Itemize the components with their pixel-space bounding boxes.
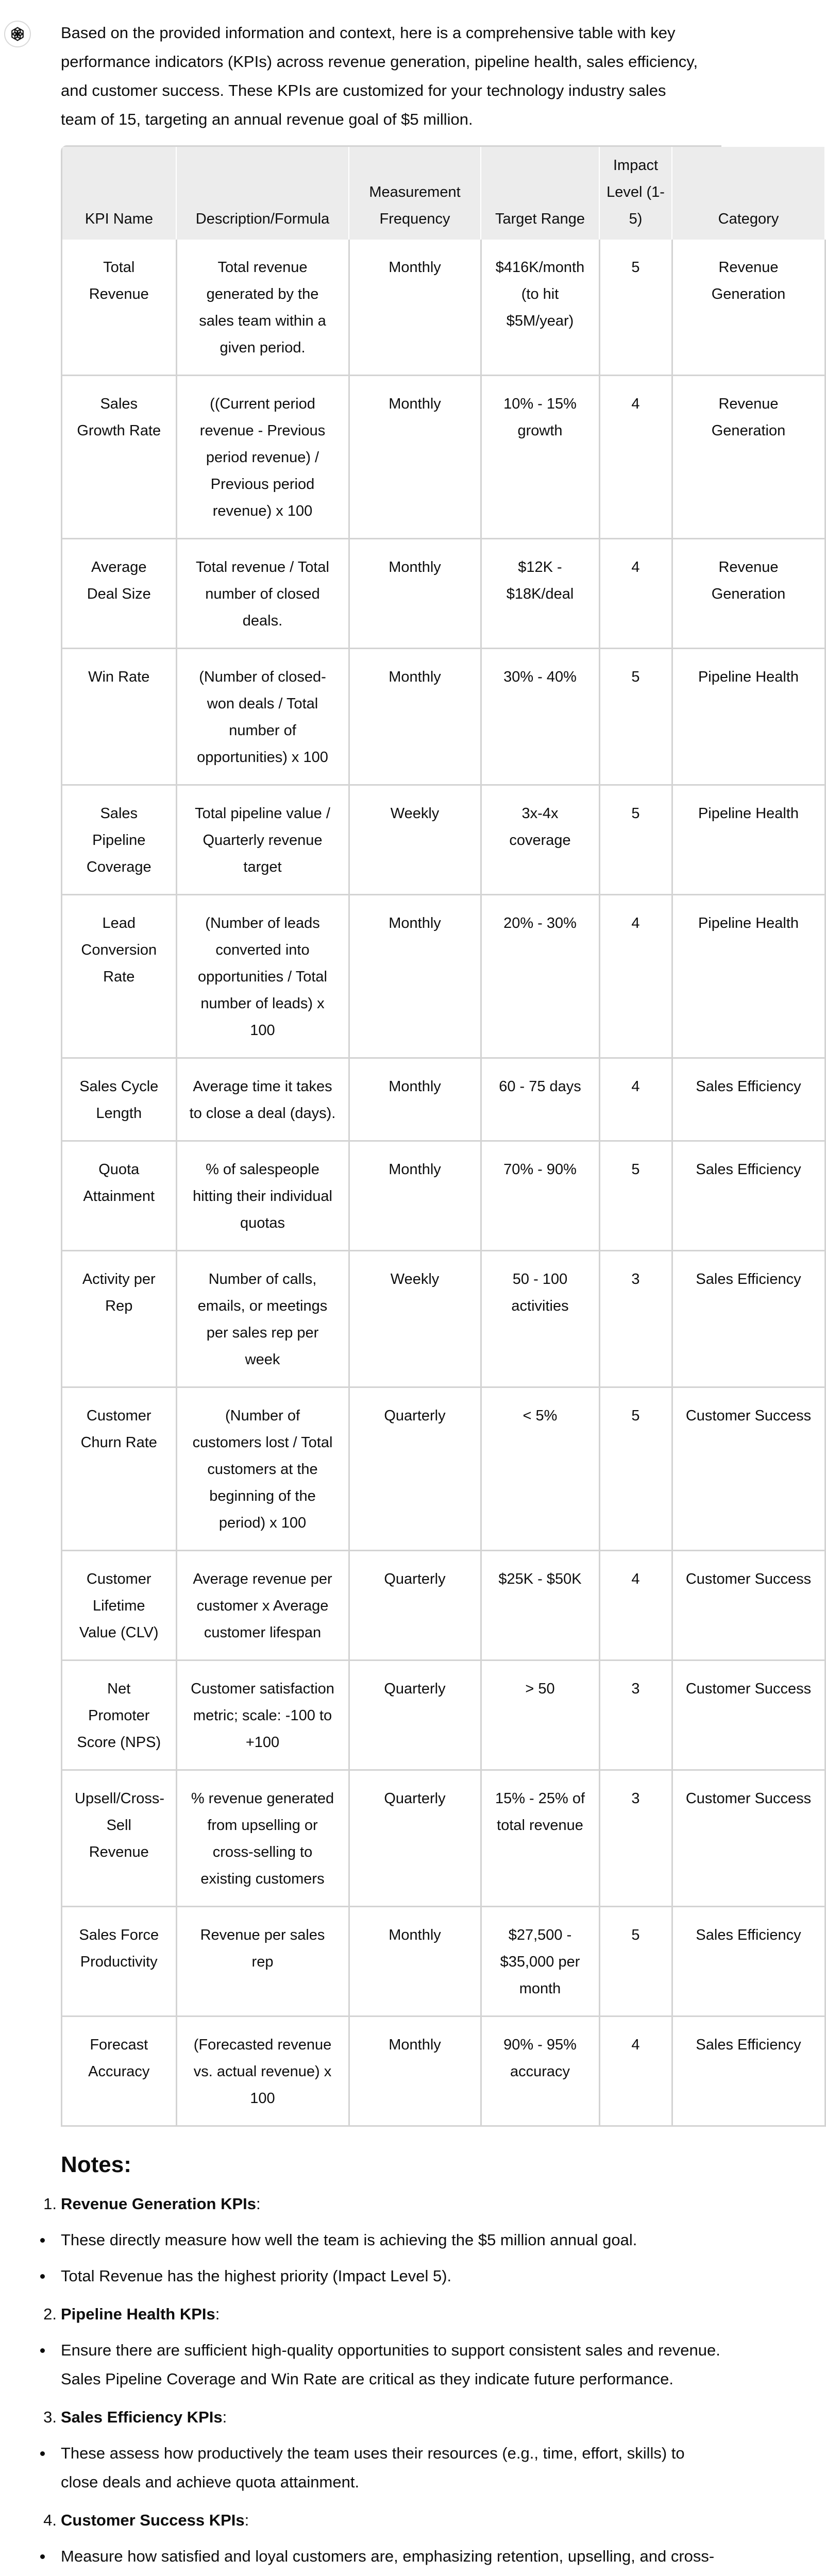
table-cell: 10% - 15% growth xyxy=(481,376,599,539)
message-content xyxy=(43,19,812,2576)
table-header-cell: Impact Level (1-5) xyxy=(599,147,672,240)
table-cell: (Forecasted revenue vs. actual revenue) x 100 xyxy=(176,2016,349,2126)
table-row xyxy=(62,1387,825,1551)
section-title: Customer Success KPIs xyxy=(61,2511,245,2529)
notes-section xyxy=(43,2190,721,2291)
table-cell: Quarterly xyxy=(349,1551,481,1660)
table-cell: Customer Success xyxy=(672,1770,825,1907)
table-row xyxy=(62,240,825,376)
table-row xyxy=(62,1058,825,1141)
list-number: 4. xyxy=(43,2511,57,2529)
table-header-cell: Measurement Frequency xyxy=(349,147,481,240)
table-cell: 4 xyxy=(599,539,672,649)
list-item: Ensure there are sufficient high-quality opportunities to support consistent sales and revenue. Sales Pipeline Coverage and Win Rate are critical as they indicate future performance. xyxy=(61,2336,721,2394)
table-cell: Total revenue / Total number of closed deals. xyxy=(176,539,349,649)
table-cell: Average time it takes to close a deal (days). xyxy=(176,1058,349,1141)
table-cell: Total pipeline value / Quarterly revenue target xyxy=(176,785,349,895)
table-cell: Customer Churn Rate xyxy=(62,1387,176,1551)
table-cell: 5 xyxy=(599,785,672,895)
table-cell: Total revenue generated by the sales team within a given period. xyxy=(176,240,349,376)
table-cell: $27,500 - $35,000 per month xyxy=(481,1907,599,2016)
table-cell: Quarterly xyxy=(349,1660,481,1770)
table-cell: 50 - 100 activities xyxy=(481,1251,599,1387)
table-cell: $12K - $18K/deal xyxy=(481,539,599,649)
table-cell: (Number of leads converted into opportunities / Total number of leads) x 100 xyxy=(176,895,349,1058)
list-item: These directly measure how well the team is achieving the $5 million annual goal. xyxy=(61,2226,721,2255)
table-cell: 4 xyxy=(599,1551,672,1660)
table-cell: Sales Force Productivity xyxy=(62,1907,176,2016)
table-cell: 4 xyxy=(599,1058,672,1141)
table-cell: Sales Efficiency xyxy=(672,1141,825,1251)
table-row xyxy=(62,1660,825,1770)
table-cell: % revenue generated from upselling or cross-selling to existing customers xyxy=(176,1770,349,1907)
table-cell: Revenue per sales rep xyxy=(176,1907,349,2016)
table-cell: Monthly xyxy=(349,539,481,649)
section-colon: : xyxy=(244,2511,249,2529)
table-row xyxy=(62,1251,825,1387)
assistant-avatar xyxy=(4,21,31,47)
table-header-cell: Target Range xyxy=(481,147,599,240)
table-cell: $416K/month (to hit $5M/year) xyxy=(481,240,599,376)
table-cell: 5 xyxy=(599,1141,672,1251)
table-cell: 4 xyxy=(599,376,672,539)
table-row xyxy=(62,785,825,895)
table-cell: (Number of closed-won deals / Total number of opportunities) x 100 xyxy=(176,649,349,785)
table-cell: 4 xyxy=(599,2016,672,2126)
bullet-list xyxy=(61,2542,721,2576)
table-cell: (Number of customers lost / Total customers at the beginning of the period) x 100 xyxy=(176,1387,349,1551)
table-cell: Sales Efficiency xyxy=(672,2016,825,2126)
section-title: Pipeline Health KPIs xyxy=(61,2305,215,2323)
notes-section xyxy=(43,2403,721,2497)
table-cell: Average Deal Size xyxy=(62,539,176,649)
table-cell: Monthly xyxy=(349,895,481,1058)
table-row xyxy=(62,2016,825,2126)
table-cell: Net Promoter Score (NPS) xyxy=(62,1660,176,1770)
table-cell: 70% - 90% xyxy=(481,1141,599,1251)
table-cell: 5 xyxy=(599,1907,672,2016)
table-cell: Average revenue per customer x Average customer lifespan xyxy=(176,1551,349,1660)
kpi-table xyxy=(62,147,826,2127)
table-cell: Win Rate xyxy=(62,649,176,785)
notes-list xyxy=(43,2190,721,2576)
table-row xyxy=(62,895,825,1058)
table-cell: 5 xyxy=(599,649,672,785)
table-cell: < 5% xyxy=(481,1387,599,1551)
kpi-table-container[interactable] xyxy=(61,145,812,2127)
list-number: 2. xyxy=(43,2305,57,2323)
table-cell: Lead Conversion Rate xyxy=(62,895,176,1058)
table-body xyxy=(62,240,825,2126)
table-cell: Total Revenue xyxy=(62,240,176,376)
section-colon: : xyxy=(222,2408,227,2426)
table-header-row xyxy=(62,147,825,240)
table-row xyxy=(62,1907,825,2016)
table-cell: Revenue Generation xyxy=(672,376,825,539)
table-cell: 15% - 25% of total revenue xyxy=(481,1770,599,1907)
table-cell: Sales Cycle Length xyxy=(62,1058,176,1141)
table-cell: Quarterly xyxy=(349,1770,481,1907)
openai-logo-icon xyxy=(9,25,26,43)
table-header-cell: Description/Formula xyxy=(176,147,349,240)
table-cell: 20% - 30% xyxy=(481,895,599,1058)
table-cell: Sales Efficiency xyxy=(672,1907,825,2016)
table-cell: Monthly xyxy=(349,2016,481,2126)
table-cell: Monthly xyxy=(349,1058,481,1141)
bullet-list xyxy=(61,2226,721,2291)
table-cell: Customer Lifetime Value (CLV) xyxy=(62,1551,176,1660)
table-cell: 3 xyxy=(599,1770,672,1907)
table-cell: % of salespeople hitting their individual quotas xyxy=(176,1141,349,1251)
table-cell: 5 xyxy=(599,1387,672,1551)
table-cell: 4 xyxy=(599,895,672,1058)
notes-section xyxy=(43,2506,721,2576)
table-row xyxy=(62,376,825,539)
table-cell: Customer Success xyxy=(672,1551,825,1660)
table-cell: Monthly xyxy=(349,240,481,376)
table-header-cell: Category xyxy=(672,147,825,240)
table-cell: ((Current period revenue - Previous period revenue) / Previous period revenue) x 100 xyxy=(176,376,349,539)
table-cell: Monthly xyxy=(349,1907,481,2016)
notes-section xyxy=(43,2300,721,2394)
table-cell: Sales Growth Rate xyxy=(62,376,176,539)
table-cell: Revenue Generation xyxy=(672,539,825,649)
table-cell: Customer Success xyxy=(672,1660,825,1770)
table-cell: Weekly xyxy=(349,785,481,895)
table-cell: Quota Attainment xyxy=(62,1141,176,1251)
table-cell: Revenue Generation xyxy=(672,240,825,376)
list-item: These assess how productively the team uses their resources (e.g., time, effort, skills) to close deals and achieve quota attainment. xyxy=(61,2439,721,2497)
bullet-list xyxy=(61,2336,721,2394)
table-cell: Forecast Accuracy xyxy=(62,2016,176,2126)
table-cell: Quarterly xyxy=(349,1387,481,1551)
table-cell: Pipeline Health xyxy=(672,649,825,785)
notes-heading: Notes: xyxy=(61,2152,131,2177)
list-item: Measure how satisfied and loyal customers are, emphasizing retention, upselling, and cross- xyxy=(61,2542,721,2576)
table-row xyxy=(62,539,825,649)
list-number: 1. xyxy=(43,2195,57,2213)
table-cell: 30% - 40% xyxy=(481,649,599,785)
table-cell: 3 xyxy=(599,1251,672,1387)
table-cell: Upsell/Cross-Sell Revenue xyxy=(62,1770,176,1907)
table-cell: Sales Pipeline Coverage xyxy=(62,785,176,895)
table-cell: 3 xyxy=(599,1660,672,1770)
list-item: Total Revenue has the highest priority (Impact Level 5). xyxy=(61,2262,721,2291)
table-cell: Sales Efficiency xyxy=(672,1251,825,1387)
table-cell: Monthly xyxy=(349,376,481,539)
table-cell: Sales Efficiency xyxy=(672,1058,825,1141)
table-cell: Weekly xyxy=(349,1251,481,1387)
table-cell: > 50 xyxy=(481,1660,599,1770)
table-cell: Pipeline Health xyxy=(672,895,825,1058)
section-colon: : xyxy=(215,2305,220,2323)
section-title: Revenue Generation KPIs xyxy=(61,2195,257,2213)
table-cell: Monthly xyxy=(349,1141,481,1251)
list-number: 3. xyxy=(43,2408,57,2426)
table-row xyxy=(62,1551,825,1660)
table-cell: Pipeline Health xyxy=(672,785,825,895)
bullet-list xyxy=(61,2439,721,2497)
table-cell: Activity per Rep xyxy=(62,1251,176,1387)
table-cell: Customer Success xyxy=(672,1387,825,1551)
intro-paragraph: Based on the provided information and context, here is a comprehensive table with key performance indicators (KPIs) across revenue generation, pipeline health, sales efficiency, and customer success. These KPIs are customized for your technology industry sales team of 15, targeting an annual revenue goal of $5 million. xyxy=(61,24,698,128)
table-cell: 3x-4x coverage xyxy=(481,785,599,895)
table-cell: 60 - 75 days xyxy=(481,1058,599,1141)
table-cell: Customer satisfaction metric; scale: -100 to +100 xyxy=(176,1660,349,1770)
table-row xyxy=(62,1770,825,1907)
section-title: Sales Efficiency KPIs xyxy=(61,2408,223,2426)
table-row xyxy=(62,649,825,785)
table-cell: 5 xyxy=(599,240,672,376)
section-colon: : xyxy=(256,2195,261,2213)
table-cell: $25K - $50K xyxy=(481,1551,599,1660)
table-cell: 90% - 95% accuracy xyxy=(481,2016,599,2126)
table-header-cell: KPI Name xyxy=(62,147,176,240)
table-row xyxy=(62,1141,825,1251)
table-cell: Monthly xyxy=(349,649,481,785)
table-cell: Number of calls, emails, or meetings per sales rep per week xyxy=(176,1251,349,1387)
